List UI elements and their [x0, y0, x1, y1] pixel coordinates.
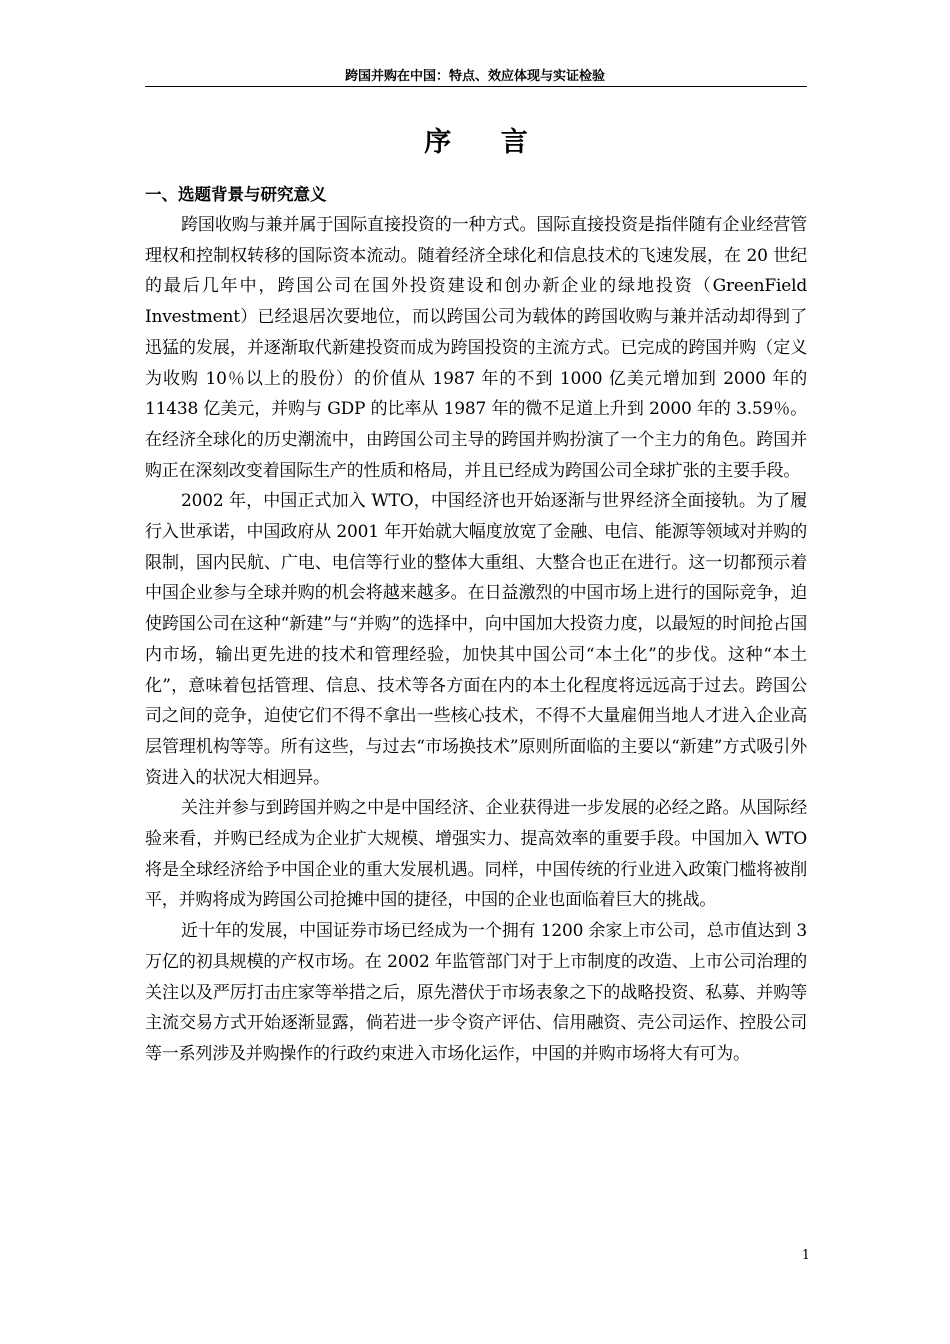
- paragraph-1: 跨国收购与兼并属于国际直接投资的一种方式。国际直接投资是指伴随有企业经营管理权和控制权转移的国际资本流动。随着经济全球化和信息技术的飞速发展，在 20 世纪的最后几年中，跨国公司在国外投资建设和创办新企业的绿地投资（GreenField Investment）已经退居次要地位，而以跨国公司为载体的跨国收购与兼并活动却得到了迅猛的发展，并逐渐取代新建投资而成为跨国投资的主流方式。已完成的跨国并购（定义为收购 10％以上的股份）的价值从 1987 年的不到 1000 亿美元增加到 2000 年的 11438 亿美元，并购与 GDP 的比率从 1987 年的微不足道上升到 2000 年的 3.59％。在经济全球化的历史潮流中，由跨国公司主导的跨国并购扮演了一个主力的角色。跨国并购正在深刻改变着国际生产的性质和格局，并且已经成为跨国公司全球扩张的主要手段。: [145, 215, 807, 481]
- paragraph-4: 近十年的发展，中国证券市场已经成为一个拥有 1200 余家上市公司，总市值达到 3 万亿的初具规模的产权市场。在 2002 年监管部门对于上市制度的改造、上市公司治理的关注以及严厉打击庄家等举措之后，原先潜伏于市场表象之下的战略投资、私募、并购等主流交易方式开始逐渐显露，倘若进一步令资产评估、信用融资、壳公司运作、控股公司等一系列涉及并购操作的行政约束进入市场化运作，中国的并购市场将大有可为。: [145, 921, 807, 1064]
- page-number: 1: [801, 1248, 810, 1263]
- running-header: 跨国并购在中国：特点、效应体现与实证检验: [344, 69, 605, 84]
- page-title: 序 言: [424, 127, 548, 158]
- section-heading: 一、选题背景与研究意义: [145, 185, 327, 204]
- header-rule: [145, 86, 807, 87]
- paragraph-2: 2002 年，中国正式加入 WTO，中国经济也开始逐渐与世界经济全面接轨。为了履行入世承诺，中国政府从 2001 年开始就大幅度放宽了金融、电信、能源等领域对并购的限制，国内民航、广电、电信等行业的整体大重组、大整合也正在进行。这一切都预示着中国企业参与全球并购的机会将越来越多。在日益激烈的中国市场上进行的国际竞争，迫使跨国公司在这种“新建”与“并购”的选择中，向中国加大投资力度，以最短的时间抢占国内市场，输出更先进的技术和管理经验，加快其中国公司“本土化”的步伐。这种“本土化”，意味着包括管理、信息、技术等各方面在内的本土化程度将远远高于过去。跨国公司之间的竞争，迫使它们不得不拿出一些核心技术，不得不大量雇佣当地人才进入企业高层管理机构等等。所有这些，与过去“市场换技术”原则所面临的主要以“新建”方式吸引外资进入的状况大相迥异。: [145, 491, 807, 788]
- paragraph-3: 关注并参与到跨国并购之中是中国经济、企业获得进一步发展的必经之路。从国际经验来看，并购已经成为企业扩大规模、增强实力、提高效率的重要手段。中国加入 WTO 将是全球经济给予中国企业的重大发展机遇。同样，中国传统的行业进入政策门槛将被削平，并购将成为跨国公司抢摊中国的捷径，中国的企业也面临着巨大的挑战。: [145, 798, 807, 911]
- body-text: [145, 210, 807, 1070]
